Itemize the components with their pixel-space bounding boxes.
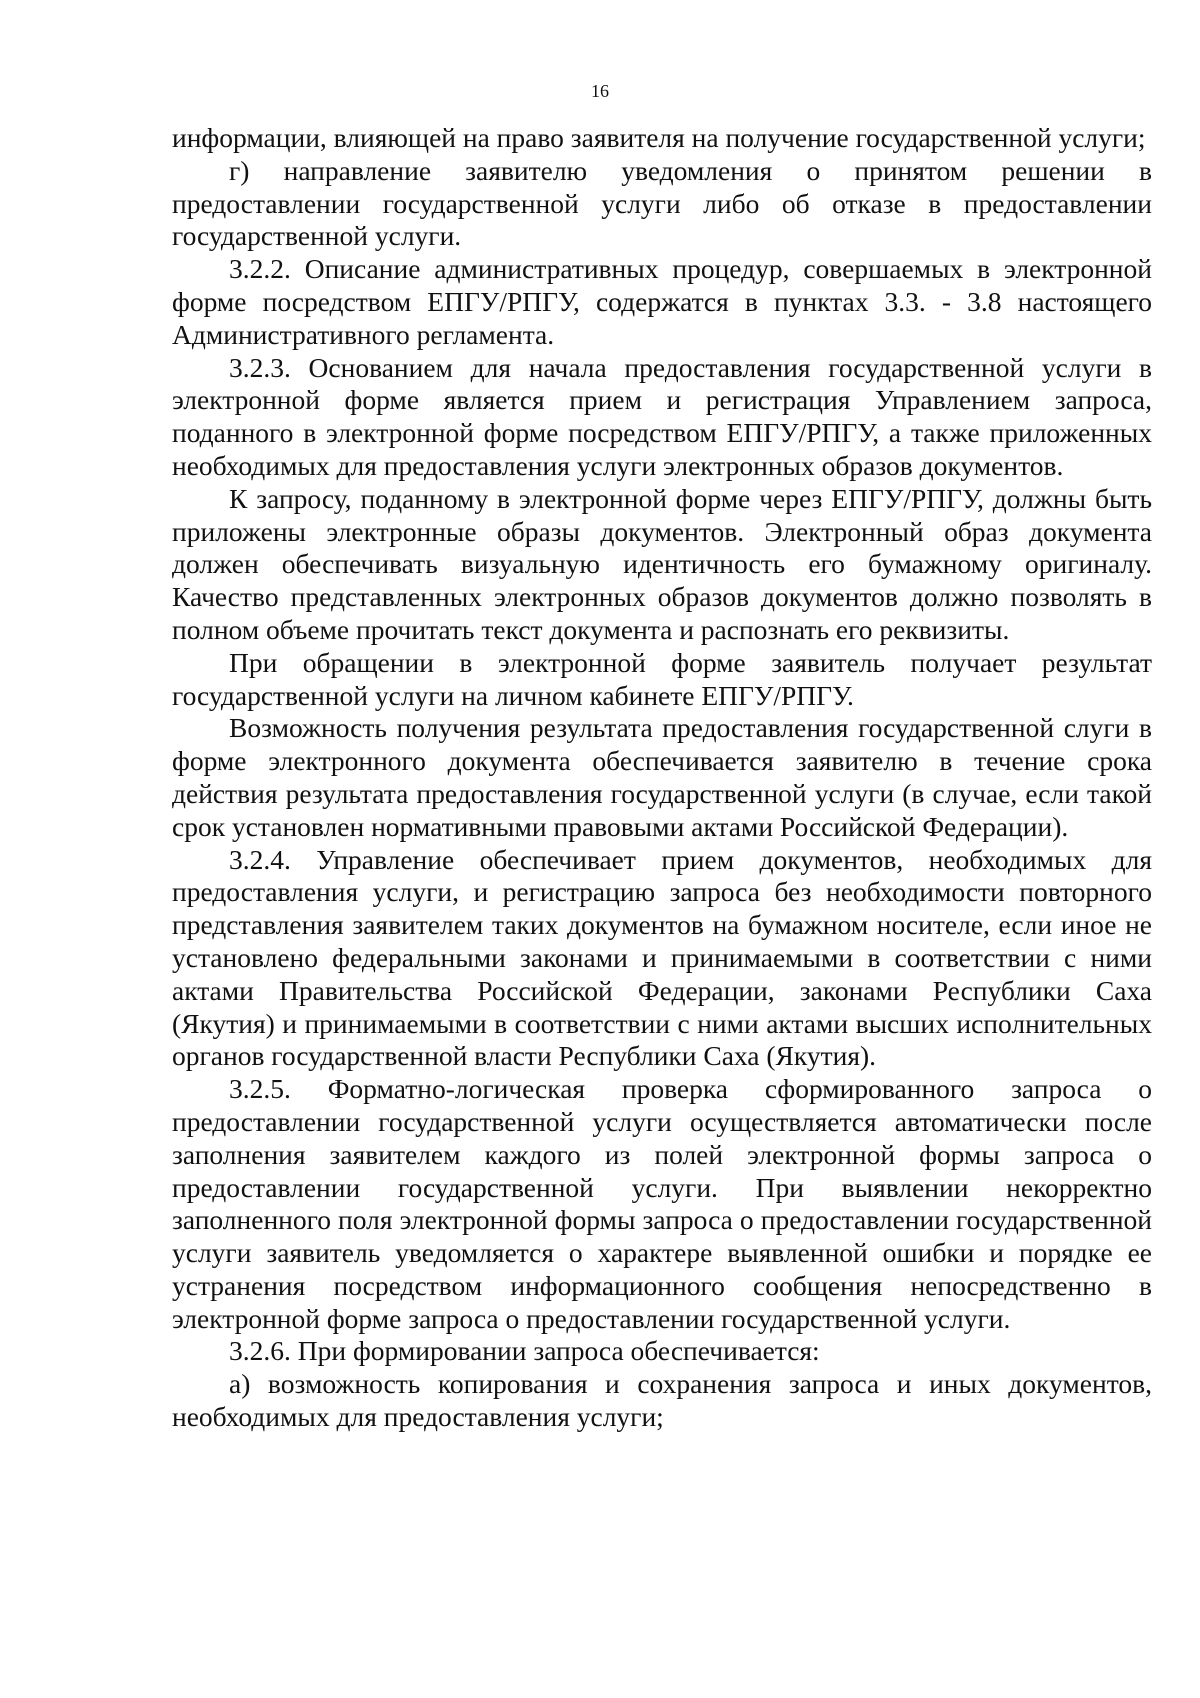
paragraph-3-2-4: 3.2.4. Управление обеспечивает прием документов, необходимых для предоставления услуги, и регистрацию запроса без необходимости повторного представления заявителем таких документов на бумажном носителе, если иное не установлено федеральными законами и принимаемыми в соответствии с ними актами Правительства Российской Федерации, законами Республики Саха (Якутия) и принимаемыми в соответствии с ними актами высших исполнительных органов государственной власти Республики Саха (Якутия). — [172, 843, 1152, 1072]
paragraph-electronic-result: При обращении в электронной форме заявитель получает результат государственной услуги на личном кабинете ЕПГУ/РПГУ. — [172, 646, 1152, 711]
paragraph-3-2-6: 3.2.6. При формировании запроса обеспечивается: — [229, 1335, 820, 1367]
page-number: 16 — [591, 81, 609, 101]
paragraph-continuation: информации, влияющей на право заявителя на получение государственной услуги; — [172, 122, 1146, 153]
paragraph-3-2-3: 3.2.3. Основанием для начала предоставления государственной услуги в электронной форме является прием и регистрация Управлением запроса, поданного в электронной форме посредством ЕПГУ/РПГУ, а также приложенных необходимых для предоставления услуги электронных образов документов. — [172, 351, 1152, 481]
paragraph-item-a: а) возможность копирования и сохранения запроса и иных документов, необходимых для предоставления услуги; — [172, 1368, 1152, 1433]
paragraph-3-2-2: 3.2.2. Описание административных процедур, совершаемых в электронной форме посредством ЕПГУ/РПГУ, содержатся в пунктах 3.3. - 3.8 настоящего Административного регламента. — [172, 253, 1152, 350]
paragraph-item-g: г) направление заявителю уведомления о принятом решении в предоставлении государственной услуги либо об отказе в предоставлении государственной услуги. — [172, 154, 1152, 252]
document-body — [172, 122, 1152, 1434]
paragraph-request-attachments: К запросу, поданному в электронной форме через ЕПГУ/РПГУ, должны быть приложены электронные образы документов. Электронный образ документа должен обеспечивать визуальную идентичность его бумажному оригиналу. Качество представленных электронных образов документов должно позволять в полном объеме прочитать текст документа и распознать его реквизиты. — [172, 482, 1152, 645]
paragraph-result-possibility: Возможность получения результата предоставления государственной слуги в форме электронного документа обеспечивается заявителю в течение срока действия результата предоставления государственной услуги (в случае, если такой срок установлен нормативными правовыми актами Российской Федерации). — [172, 712, 1152, 842]
paragraph-3-2-5: 3.2.5. Форматно-логическая проверка сформированного запроса о предоставлении государственной услуги осуществляется автоматически после заполнения заявителем каждого из полей электронной формы запроса о предоставлении государственной услуги. При выявлении некорректно заполненного поля электронной формы запроса о предоставлении государственной услуги заявитель уведомляется о характере выявленной ошибки и порядке ее устранения посредством информационного сообщения непосредственно в электронной форме запроса о предоставлении государственной услуги. — [172, 1073, 1152, 1334]
